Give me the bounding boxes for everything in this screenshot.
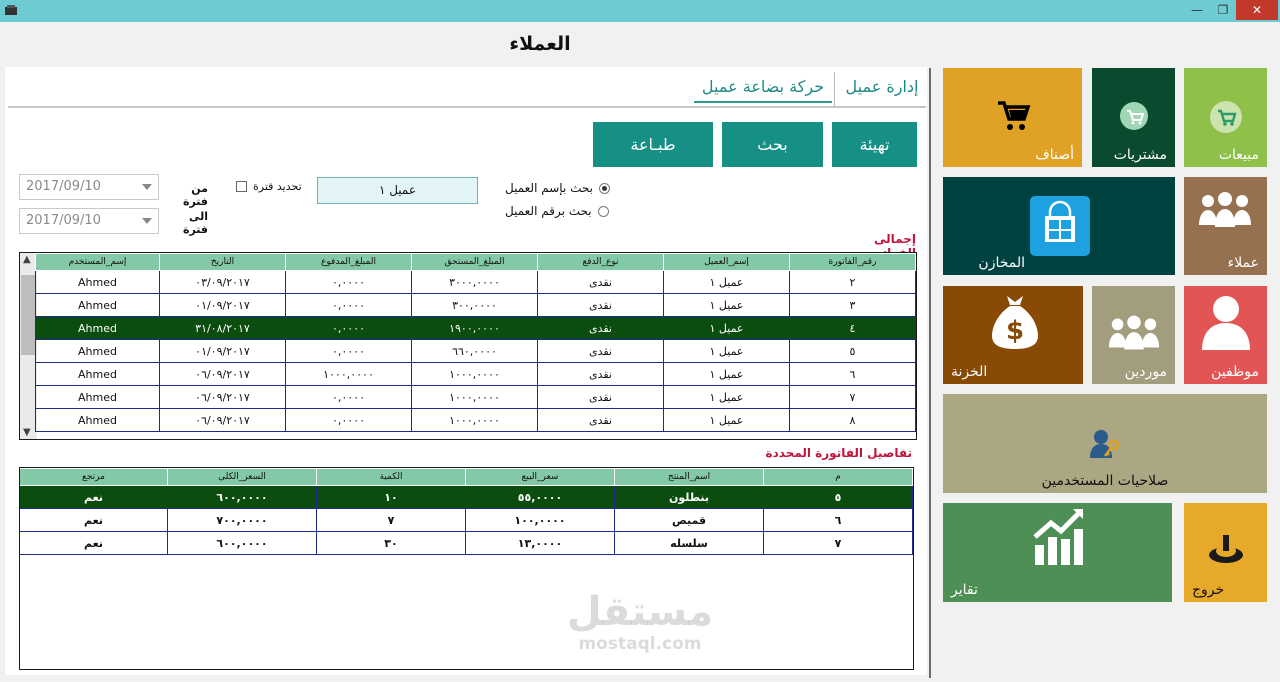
details-cell: نعم <box>20 486 168 509</box>
from-date-picker[interactable] <box>19 174 159 200</box>
invoices-cell: نقدى <box>538 317 664 340</box>
invoices-column-header[interactable]: نوع_الدفع <box>538 254 664 271</box>
invoices-cell: ٣٠٠٠,٠٠٠٠ <box>412 271 538 294</box>
details-cell: ١٣,٠٠٠٠ <box>466 532 615 555</box>
invoices-cell: ٠,٠٠٠٠ <box>286 386 412 409</box>
details-column-header[interactable]: الكمية <box>317 469 466 486</box>
svg-text:$: $ <box>1005 316 1025 346</box>
tile-stores[interactable] <box>943 177 1175 275</box>
exit-icon <box>1206 533 1246 565</box>
details-cell: ٦ <box>764 509 913 532</box>
radio-by-name-label: بحث بإسم العميل <box>505 181 593 195</box>
tile-reports[interactable] <box>943 503 1172 602</box>
tile-suppliers[interactable] <box>1092 286 1175 384</box>
invoices-cell: ١٩٠٠,٠٠٠٠ <box>412 317 538 340</box>
details-column-header[interactable]: مرتجع <box>20 469 168 486</box>
table-row[interactable] <box>36 317 916 340</box>
tile-permissions-label: صلاحيات المستخدمين <box>1041 473 1169 489</box>
tile-sales-label: مبيعات <box>1218 147 1259 163</box>
invoices-column-header[interactable]: إسم_العميل <box>664 254 790 271</box>
invoices-cell: نقدى <box>538 271 664 294</box>
table-row[interactable] <box>20 486 913 509</box>
details-table <box>19 468 913 555</box>
invoices-cell: عميل ١ <box>664 317 790 340</box>
tile-treasury[interactable] <box>943 286 1083 384</box>
invoices-cell: ١٠٠٠,٠٠٠٠ <box>412 386 538 409</box>
chevron-down-icon[interactable]: ▼ <box>23 427 31 438</box>
page-title: العملاء <box>509 33 571 55</box>
invoices-cell: ١٠٠٠,٠٠٠٠ <box>286 363 412 386</box>
radio-unchecked-icon[interactable] <box>598 206 609 217</box>
invoices-cell: ٤ <box>790 317 916 340</box>
invoices-cell: ٧ <box>790 386 916 409</box>
chevron-down-icon[interactable] <box>142 218 152 224</box>
details-cell: قميص <box>615 509 764 532</box>
invoices-cell: ٠,٠٠٠٠ <box>286 271 412 294</box>
tile-items[interactable] <box>943 68 1082 167</box>
group-icon <box>1106 314 1162 354</box>
invoices-cell: عميل ١ <box>664 409 790 432</box>
details-column-header[interactable]: اسم_المنتج <box>615 469 764 486</box>
invoices-cell: Ahmed <box>36 340 160 363</box>
invoices-cell: Ahmed <box>36 271 160 294</box>
tile-exit-label: خروج <box>1192 582 1225 598</box>
app-icon <box>4 4 18 16</box>
invoices-cell: ٣٠٠,٠٠٠٠ <box>412 294 538 317</box>
tile-clients-label: عملاء <box>1227 255 1259 271</box>
user-key-icon <box>1089 428 1123 460</box>
scroll-thumb[interactable] <box>21 275 36 355</box>
details-cell: ٧٠٠,٠٠٠٠ <box>168 509 317 532</box>
details-cell: ٧ <box>317 509 466 532</box>
tile-staff[interactable] <box>1184 286 1267 384</box>
invoices-cell: Ahmed <box>36 294 160 317</box>
table-row[interactable] <box>36 409 916 432</box>
watermark-latin: mostaql.com <box>578 634 702 654</box>
table-row[interactable] <box>36 386 916 409</box>
store-bag-icon <box>1030 196 1090 256</box>
tile-clients[interactable] <box>1184 177 1267 275</box>
tile-stores-label: المخازن <box>978 255 1025 271</box>
invoices-cell: ١٠٠٠,٠٠٠٠ <box>412 409 538 432</box>
tab-separator <box>834 72 835 106</box>
details-cell: ٧ <box>764 532 913 555</box>
invoices-cell: نقدى <box>538 409 664 432</box>
tile-staff-label: موظفين <box>1211 364 1259 380</box>
invoices-cell: عميل ١ <box>664 271 790 294</box>
table-row[interactable] <box>20 532 913 555</box>
invoices-cell: نقدى <box>538 294 664 317</box>
invoices-cell: ٠,٠٠٠٠ <box>286 294 412 317</box>
tile-exit[interactable] <box>1184 503 1267 602</box>
cart-icon <box>1209 100 1243 134</box>
group-icon <box>1196 191 1254 231</box>
period-checkbox[interactable] <box>236 180 302 193</box>
details-header-row <box>20 469 913 486</box>
radio-by-number-label: بحث برقم العميل <box>505 204 592 218</box>
tile-items-label: أصناف <box>1035 147 1074 163</box>
invoices-cell: ٠٦/٠٩/٢٠١٧ <box>160 386 286 409</box>
tile-sales[interactable] <box>1184 68 1267 167</box>
search-button[interactable]: بحث <box>722 122 823 167</box>
invoices-cell: ٦٦٠,٠٠٠٠ <box>412 340 538 363</box>
invoices-column-header[interactable]: المبلغ_المستحق <box>412 254 538 271</box>
money-bag-icon <box>991 292 1039 350</box>
tile-purchases-label: مشتريات <box>1113 147 1167 163</box>
sidebar-divider <box>929 68 931 678</box>
tabs-underline <box>8 106 926 108</box>
invoices-cell: Ahmed <box>36 409 160 432</box>
details-column-header[interactable]: م <box>764 469 913 486</box>
invoices-column-header[interactable]: إسم_المستخدم <box>36 254 160 271</box>
invoices-cell: عميل ١ <box>664 340 790 363</box>
radio-checked-icon[interactable] <box>599 183 610 194</box>
invoices-cell: ١٠٠٠,٠٠٠٠ <box>412 363 538 386</box>
from-date-label: من فترة <box>182 182 208 208</box>
shopping-cart-icon <box>995 98 1031 134</box>
details-grid[interactable] <box>19 467 914 670</box>
invoices-column-header[interactable]: رقم_الفاتورة <box>790 254 916 271</box>
invoices-cell: ٠,٠٠٠٠ <box>286 317 412 340</box>
tab-manage-client[interactable]: إدارة عميل <box>845 77 919 96</box>
details-cell: ٦٠٠,٠٠٠٠ <box>168 532 317 555</box>
invoices-cell: نقدى <box>538 386 664 409</box>
checkbox-icon[interactable] <box>236 181 247 192</box>
tile-purchases[interactable] <box>1092 68 1175 167</box>
details-column-header[interactable]: السعر_الكلى <box>168 469 317 486</box>
details-cell: بنطلون <box>615 486 764 509</box>
maximize-button[interactable]: ❐ <box>1217 3 1229 17</box>
invoices-grid[interactable] <box>19 252 917 440</box>
print-button[interactable]: طبـاعة <box>593 122 713 167</box>
details-cell: ٥ <box>764 486 913 509</box>
invoices-cell: Ahmed <box>36 317 160 340</box>
invoices-cell: نقدى <box>538 340 664 363</box>
title-bar <box>0 0 1280 22</box>
minimize-button[interactable]: — <box>1191 3 1203 17</box>
close-button[interactable]: ✕ <box>1236 0 1278 20</box>
table-row[interactable] <box>36 340 916 363</box>
invoices-column-header[interactable]: التاريخ <box>160 254 286 271</box>
invoices-title: إجمالى <box>874 232 916 246</box>
details-cell: ٥٥,٠٠٠٠ <box>466 486 615 509</box>
from-date-value: 2017/09/10 <box>26 179 101 194</box>
invoices-cell: ٠٣/٠٩/٢٠١٧ <box>160 271 286 294</box>
radio-search-by-name[interactable] <box>505 179 610 197</box>
to-date-picker[interactable] <box>19 208 159 234</box>
to-date-label: الى فترة <box>182 210 208 236</box>
to-date-value: 2017/09/10 <box>26 213 101 228</box>
details-cell: ٣٠ <box>317 532 466 555</box>
invoices-cell: ٣ <box>790 294 916 317</box>
invoices-cell: ٠,٠٠٠٠ <box>286 340 412 363</box>
invoices-cell: ٦ <box>790 363 916 386</box>
invoices-cell: ٠١/٠٩/٢٠١٧ <box>160 340 286 363</box>
tile-permissions[interactable] <box>943 394 1267 493</box>
details-cell: نعم <box>20 532 168 555</box>
details-cell: ٦٠٠,٠٠٠٠ <box>168 486 317 509</box>
details-cell: ١٠٠,٠٠٠٠ <box>466 509 615 532</box>
tile-reports-label: تقاير <box>951 582 978 598</box>
invoices-cell: نقدى <box>538 363 664 386</box>
table-row[interactable] <box>36 271 916 294</box>
invoices-cell: ٢ <box>790 271 916 294</box>
chevron-up-icon[interactable]: ▲ <box>23 254 31 265</box>
invoices-cell: Ahmed <box>36 363 160 386</box>
tile-suppliers-label: موردين <box>1124 364 1167 380</box>
invoices-cell: عميل ١ <box>664 386 790 409</box>
person-icon <box>1201 292 1251 352</box>
invoices-header-row <box>36 254 916 271</box>
table-row[interactable] <box>20 509 913 532</box>
invoices-table <box>35 253 916 432</box>
customer-input[interactable]: عميل ١ <box>317 177 478 204</box>
invoices-cell: عميل ١ <box>664 363 790 386</box>
init-button[interactable]: تهيئة <box>832 122 917 167</box>
tile-treasury-label: الخزنة <box>951 364 988 380</box>
details-column-header[interactable]: سعر_البيع <box>466 469 615 486</box>
invoices-cell: ٠٦/٠٩/٢٠١٧ <box>160 409 286 432</box>
table-row[interactable] <box>36 294 916 317</box>
cart-icon <box>1119 101 1149 131</box>
invoices-cell: ٠٦/٠٩/٢٠١٧ <box>160 363 286 386</box>
table-row[interactable] <box>36 363 916 386</box>
watermark <box>560 590 720 654</box>
invoices-cell: ٣١/٠٨/٢٠١٧ <box>160 317 286 340</box>
chart-growth-icon <box>1031 507 1087 567</box>
invoices-cell: ٥ <box>790 340 916 363</box>
invoices-cell: Ahmed <box>36 386 160 409</box>
tab-client-movement[interactable]: حركة بضاعة عميل <box>694 77 832 103</box>
radio-search-by-number[interactable] <box>505 202 609 220</box>
invoices-cell: ٨ <box>790 409 916 432</box>
invoices-cell: ٠١/٠٩/٢٠١٧ <box>160 294 286 317</box>
invoices-column-header[interactable]: المبلغ_المدفوع <box>286 254 412 271</box>
invoices-cell: عميل ١ <box>664 294 790 317</box>
invoices-cell: ٠,٠٠٠٠ <box>286 409 412 432</box>
details-cell: سلسله <box>615 532 764 555</box>
details-title: تفاصيل الفاتورة المحددة <box>765 446 912 460</box>
details-cell: ١٠ <box>317 486 466 509</box>
watermark-arabic: مستقل <box>566 589 714 635</box>
chevron-down-icon[interactable] <box>142 184 152 190</box>
details-cell: نعم <box>20 509 168 532</box>
period-checkbox-label: تحديد فترة <box>253 180 302 193</box>
